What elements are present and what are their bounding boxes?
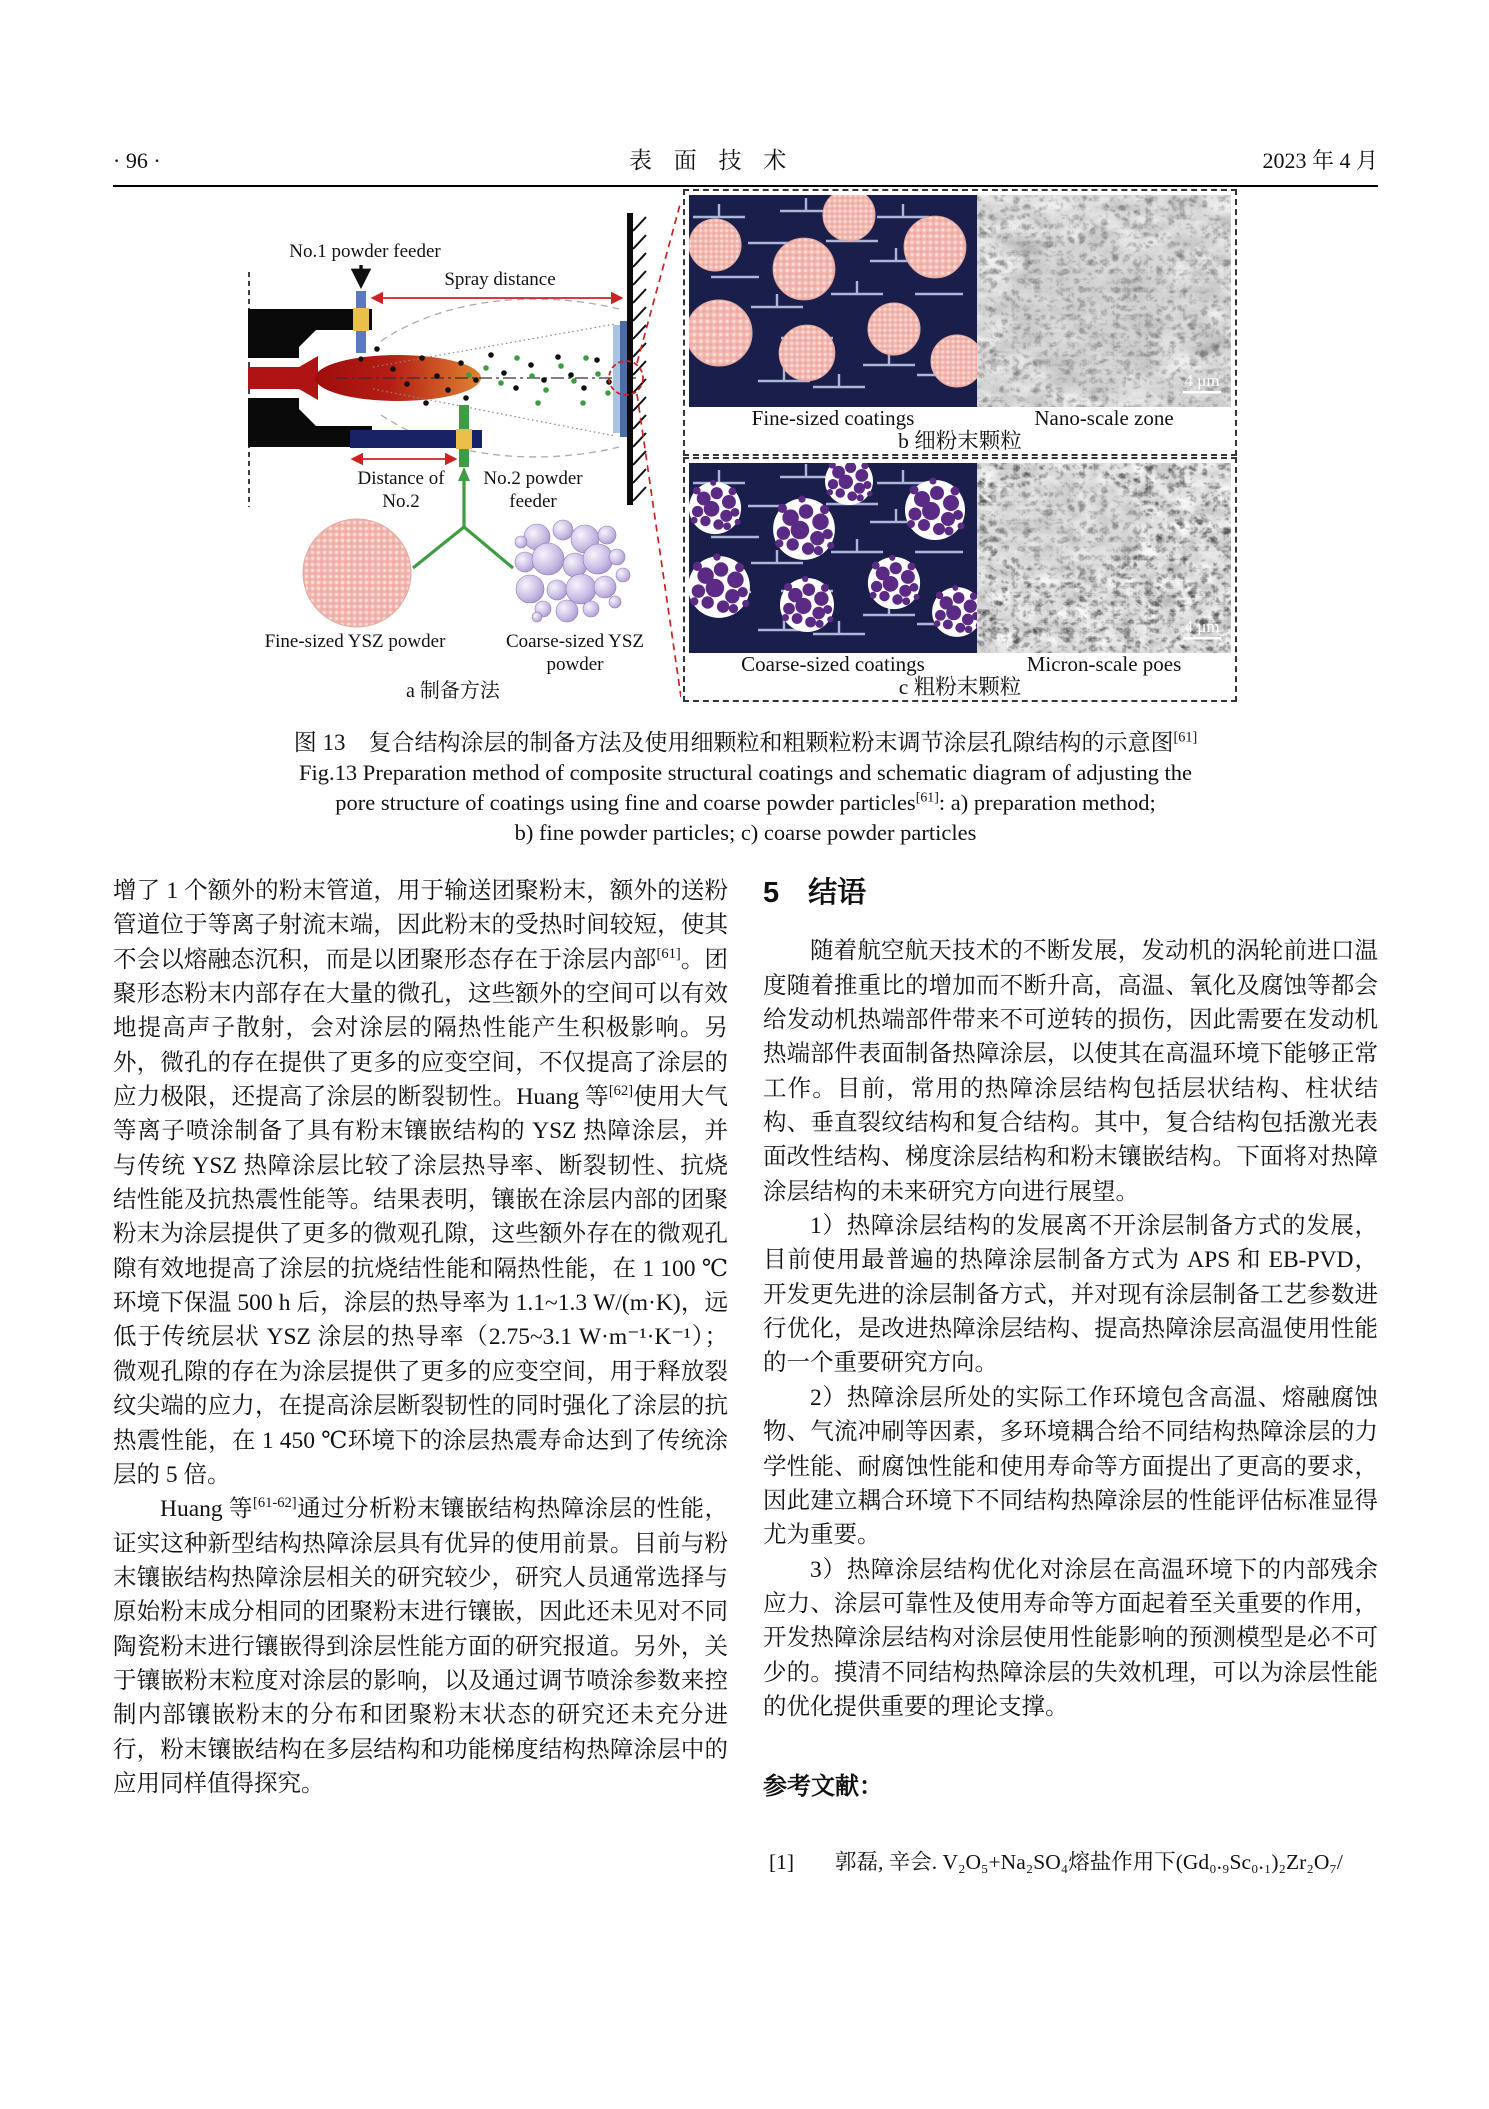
figure-caption-en-3: b) fine powder particles; c) coarse powder particles [514, 820, 977, 845]
coarse-coatings-label: Coarse-sized coatings [741, 652, 925, 676]
journal-title: 表 面 技 术 [628, 148, 795, 173]
figure-caption-en-2: pore structure of coatings using fine and coarse powder particles[61]: a) preparation method; [335, 790, 1156, 815]
panel-c-labels [689, 653, 1231, 676]
coating-layer-dark [620, 321, 627, 437]
page-header [113, 0, 1378, 175]
distance-of-label-1: Distance of [357, 468, 445, 489]
panel-c-caption: c 粗粉末颗粒 [898, 675, 1022, 699]
scale-bar [1183, 391, 1221, 394]
right-column [763, 874, 1378, 1877]
fine-ysz-powder-ball [303, 519, 411, 627]
coating-layer-light [613, 325, 620, 433]
left-column [113, 874, 728, 1877]
feeder-2-arrow [458, 467, 470, 481]
scale-bar-label: 4 μm [1184, 371, 1220, 390]
plasma-gas-inlet [248, 367, 301, 389]
references-heading: 参考文献： [763, 1773, 883, 1801]
body-paragraph: Huang 等[61-62]通过分析粉末镶嵌结构热障涂层的性能，证实这种新型结构热障涂层具有优异的使用前景。目前与粉末镶嵌结构热障涂层相关的研究较少，研究人员通常选择与原始粉末成分相同的团聚粉末进行镶嵌，因此还未见对不同陶瓷粉末进行镶嵌得到涂层性能方面的研究报道。另外，关于镶嵌粉末粒度对涂层的影响，以及通过调节喷涂参数来控制内部镶嵌粉末的分布和团聚粉末状态的研究还未充分进行，粉末镶嵌结构在多层结构和功能梯度结构热障涂层中的应用同样值得探究。 [113, 1495, 729, 1797]
reference-text: 郭磊, 辛会. V₂O₅+Na₂SO₄熔盐作用下(Gd₀.₉Sc₀.₁)₂Zr₂O₇/ [835, 1849, 1343, 1874]
substrate-hatching [633, 217, 646, 501]
micron-pores-label: Micron-scale poes [1026, 652, 1182, 676]
figure-caption-en-1: Fig.13 Preparation method of composite structural coatings and schematic diagram of adjusting the [299, 760, 1192, 785]
feeder-2-supply-lines [413, 479, 513, 568]
header-rule [113, 185, 1378, 187]
body-paragraph: 增了 1 个额外的粉末管道，用于输送团聚粉末，额外的送粉管道位于等离子射流末端，因此粉末的受热时间较短，使其不会以熔融态沉积，而是以团聚形态存在于涂层内部[61]。团聚形态粉末内部存在大量的微孔，这些额外的空间可以有效地提高声子散射，会对涂层的隔热性能产生积极影响。另外，微孔的存在提供了更多的应变空间，不仅提高了涂层的应力极限，还提高了涂层的断裂韧性。Huang 等[62]使用大气等离子喷涂制备了具有粉末镶嵌结构的 YSZ 热障涂层，并与传统 YSZ 热障涂层比较了涂层热导率、断裂韧性、抗烧结性能及抗热震性能等。结果表明，镶嵌在涂层内部的团聚粉末为涂层提供了更多的微观孔隙，这些额外存在的微观孔隙有效地提高了涂层的抗烧结性能和隔热性能，在 1 100 ℃环境下保温 500 h 后，涂层的热导率为 1.1~1.3 W/(m·K)，远低于传统层状 YSZ 涂层的热导率（2.75~3.1 W·m⁻¹·K⁻¹）；微观孔隙的存在为涂层提供了更多的应变空间，用于释放裂纹尖端的应力，在提高涂层断裂韧性的同时强化了涂层的抗热震性能，在 1 450 ℃环境下的涂层热震寿命达到了传统涂层的 5 倍。 [113, 878, 729, 1488]
spray-distance-label: Spray distance [444, 269, 556, 290]
panel-c-images [689, 463, 1231, 653]
body-columns [113, 874, 1378, 1877]
nano-zone-label: Nano-scale zone [1034, 406, 1174, 430]
figure-caption-cn: 图 13 复合结构涂层的制备方法及使用细颗粒和粗颗粒粉末调节涂层孔隙结构的示意图[61] [293, 729, 1198, 755]
scale-bar-label: 4 μm [1184, 617, 1220, 636]
no2-feeder-label-2: feeder [509, 491, 557, 512]
zoom-callout-line-top [637, 201, 681, 363]
coarse-powder-label-2: powder [546, 654, 604, 675]
coarse-ysz-powder-cluster [515, 520, 630, 622]
no2-feeder-label-1: No.2 powder [483, 468, 583, 489]
figure-13 [113, 189, 1378, 704]
distance-of-label-2: No.2 [382, 491, 420, 512]
figure-caption [113, 728, 1378, 848]
section-5-heading: 5 结语 [763, 877, 867, 909]
powder-feeder-1-port [353, 308, 369, 331]
spray-cone-top [373, 324, 615, 367]
powder-feeder-2-port [456, 429, 472, 449]
panel-b-caption: b 细粉末颗粒 [898, 429, 1022, 453]
no1-feeder-label: No.1 powder feeder [289, 241, 441, 262]
scale-bar [1183, 637, 1221, 640]
body-paragraph: 随着航空航天技术的不断发展，发动机的涡轮前进口温度随着推重比的增加而不断升高，高温、氧化及腐蚀等都会给发动机热端部件带来不可逆转的损伤，因此需要在发动机热端部件表面制备热障涂层，以使其在高温环境下能够正常工作。目前，常用的热障涂层结构包括层状结构、柱状结构、垂直裂纹结构和复合结构。其中，复合结构包括激光表面改性结构、梯度涂层结构和粉末镶嵌结构。下面将对热障涂层结构的未来研究方向进行展望。 [763, 938, 1378, 1205]
spray-cone-bottom [373, 389, 615, 436]
body-paragraph: 3）热障涂层结构优化对涂层在高温环境下的内部残余应力、涂层可靠性及使用寿命等方面起着至关重要的作用，开发热障涂层结构对涂层使用性能影响的预测模型是必不可少的。摸清不同结构热障涂层的失效机理，可以为涂层性能的优化提供重要的理论支撑。 [763, 1556, 1378, 1720]
issue-date: 2023 年 4 月 [1262, 148, 1378, 173]
nano-zone-sem-image [977, 195, 1231, 407]
coarse-coatings-schematic [689, 463, 977, 653]
substrate [627, 213, 633, 505]
reference-number: [1] [769, 1849, 795, 1874]
page-number: · 96 · [113, 148, 161, 173]
body-paragraph: 2）热障涂层所处的实际工作环境包含高温、熔融腐蚀物、气流冲刷等因素，多环境耦合给不同结构热障涂层的力学性能、耐腐蚀性能和使用寿命等方面提出了更高的要求，因此建立耦合环境下不同结构热障涂层的性能评估标准显得尤为重要。 [763, 1384, 1378, 1549]
fine-coatings-label: Fine-sized coatings [751, 406, 915, 430]
panel-coarse-powder [683, 457, 1237, 702]
green-powder-particles [466, 355, 611, 406]
reference-item [763, 1847, 1378, 1877]
fine-powder-label: Fine-sized YSZ powder [264, 631, 446, 652]
feeder-1-particle [358, 356, 363, 361]
micron-pores-sem-image [977, 463, 1231, 653]
panel-b-labels [689, 407, 1231, 430]
sub-caption-a: a 制备方法 [406, 680, 500, 702]
fine-coatings-schematic [689, 195, 977, 407]
panel-fine-powder [683, 189, 1237, 456]
panel-b-images [689, 195, 1231, 407]
coarse-powder-label-1: Coarse-sized YSZ [505, 631, 645, 652]
body-paragraph: 1）热障涂层结构的发展离不开涂层制备方式的发展，目前使用最普遍的热障涂层制备方式为 APS 和 EB-PVD，开发更先进的涂层制备方式，并对现有涂层制备工艺参数进行优化，是改进热障涂层结构、提高热障涂层高温使用性能的一个重要研究方向。 [763, 1213, 1378, 1377]
preparation-method-diagram [185, 197, 681, 702]
spray-plume-outline-top [381, 299, 619, 341]
